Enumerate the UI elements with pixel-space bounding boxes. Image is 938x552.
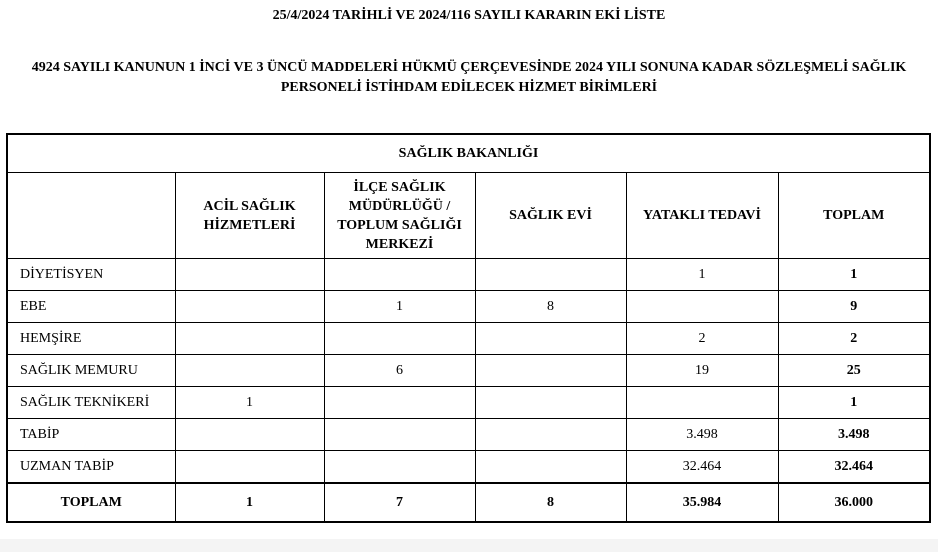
total-ilce: 7 [324, 483, 475, 522]
table-row [7, 323, 930, 355]
total-row [7, 483, 930, 522]
table-row [7, 387, 930, 419]
table-row [7, 419, 930, 451]
total-saglik-evi: 8 [475, 483, 626, 522]
cell-ilce [324, 451, 475, 484]
cell-ilce [324, 323, 475, 355]
cell-yatakli: 2 [626, 323, 778, 355]
column-header-saglik-evi: SAĞLIK EVİ [475, 173, 626, 259]
row-label: SAĞLIK TEKNİKERİ [7, 387, 175, 419]
cell-acil [175, 259, 324, 291]
cell-ilce: 1 [324, 291, 475, 323]
column-header-row [7, 173, 930, 259]
column-header-ilce: İLÇE SAĞLIK MÜDÜRLÜĞÜ / TOPLUM SAĞLIĞI MERKEZİ [324, 173, 475, 259]
cell-acil [175, 323, 324, 355]
ministry-header: SAĞLIK BAKANLIĞI [7, 134, 930, 173]
table-row [7, 451, 930, 484]
cell-ilce [324, 419, 475, 451]
cell-acil [175, 451, 324, 484]
cell-ilce [324, 259, 475, 291]
cell-acil: 1 [175, 387, 324, 419]
cell-acil [175, 355, 324, 387]
column-header-toplam: TOPLAM [778, 173, 930, 259]
total-label: TOPLAM [7, 483, 175, 522]
cell-ilce: 6 [324, 355, 475, 387]
subtitle-line-1: 4924 SAYILI KANUNUN 1 İNCİ VE 3 ÜNCÜ MADDELERİ HÜKMÜ ÇERÇEVESİNDE 2024 YILI SONUNA KADAR SÖZLEŞMELİ SAĞLIK [31, 60, 907, 75]
cell-saglik-evi [475, 355, 626, 387]
cell-saglik-evi: 8 [475, 291, 626, 323]
cell-saglik-evi [475, 419, 626, 451]
cell-toplam: 9 [778, 291, 930, 323]
cell-toplam: 2 [778, 323, 930, 355]
row-label: UZMAN TABİP [7, 451, 175, 484]
row-label: HEMŞİRE [7, 323, 175, 355]
subtitle-line-2: PERSONELİ İSTİHDAM EDİLECEK HİZMET BİRİMLERİ [280, 80, 658, 95]
total-acil: 1 [175, 483, 324, 522]
cell-saglik-evi [475, 259, 626, 291]
cell-toplam: 3.498 [778, 419, 930, 451]
cell-yatakli: 1 [626, 259, 778, 291]
personnel-table [6, 133, 931, 523]
total-grand: 36.000 [778, 483, 930, 522]
row-label: DİYETİSYEN [7, 259, 175, 291]
document-title: 25/4/2024 TARİHLİ VE 2024/116 SAYILI KARARIN EKİ LİSTE [272, 8, 666, 23]
cell-yatakli: 19 [626, 355, 778, 387]
column-header-yatakli: YATAKLI TEDAVİ [626, 173, 778, 259]
total-yatakli: 35.984 [626, 483, 778, 522]
page-bottom-strip [0, 539, 938, 552]
table-row [7, 259, 930, 291]
table-row [7, 355, 930, 387]
cell-saglik-evi [475, 387, 626, 419]
cell-yatakli [626, 387, 778, 419]
cell-saglik-evi [475, 323, 626, 355]
cell-ilce [324, 387, 475, 419]
cell-yatakli: 3.498 [626, 419, 778, 451]
column-header-acil: ACİL SAĞLIK HİZMETLERİ [175, 173, 324, 259]
table-row [7, 291, 930, 323]
row-label: EBE [7, 291, 175, 323]
cell-acil [175, 419, 324, 451]
cell-saglik-evi [475, 451, 626, 484]
cell-toplam: 1 [778, 259, 930, 291]
column-header-blank [7, 173, 175, 259]
cell-yatakli: 32.464 [626, 451, 778, 484]
cell-toplam: 1 [778, 387, 930, 419]
row-label: SAĞLIK MEMURU [7, 355, 175, 387]
cell-acil [175, 291, 324, 323]
row-label: TABİP [7, 419, 175, 451]
cell-toplam: 32.464 [778, 451, 930, 484]
cell-toplam: 25 [778, 355, 930, 387]
cell-yatakli [626, 291, 778, 323]
document-subtitle [0, 58, 938, 98]
